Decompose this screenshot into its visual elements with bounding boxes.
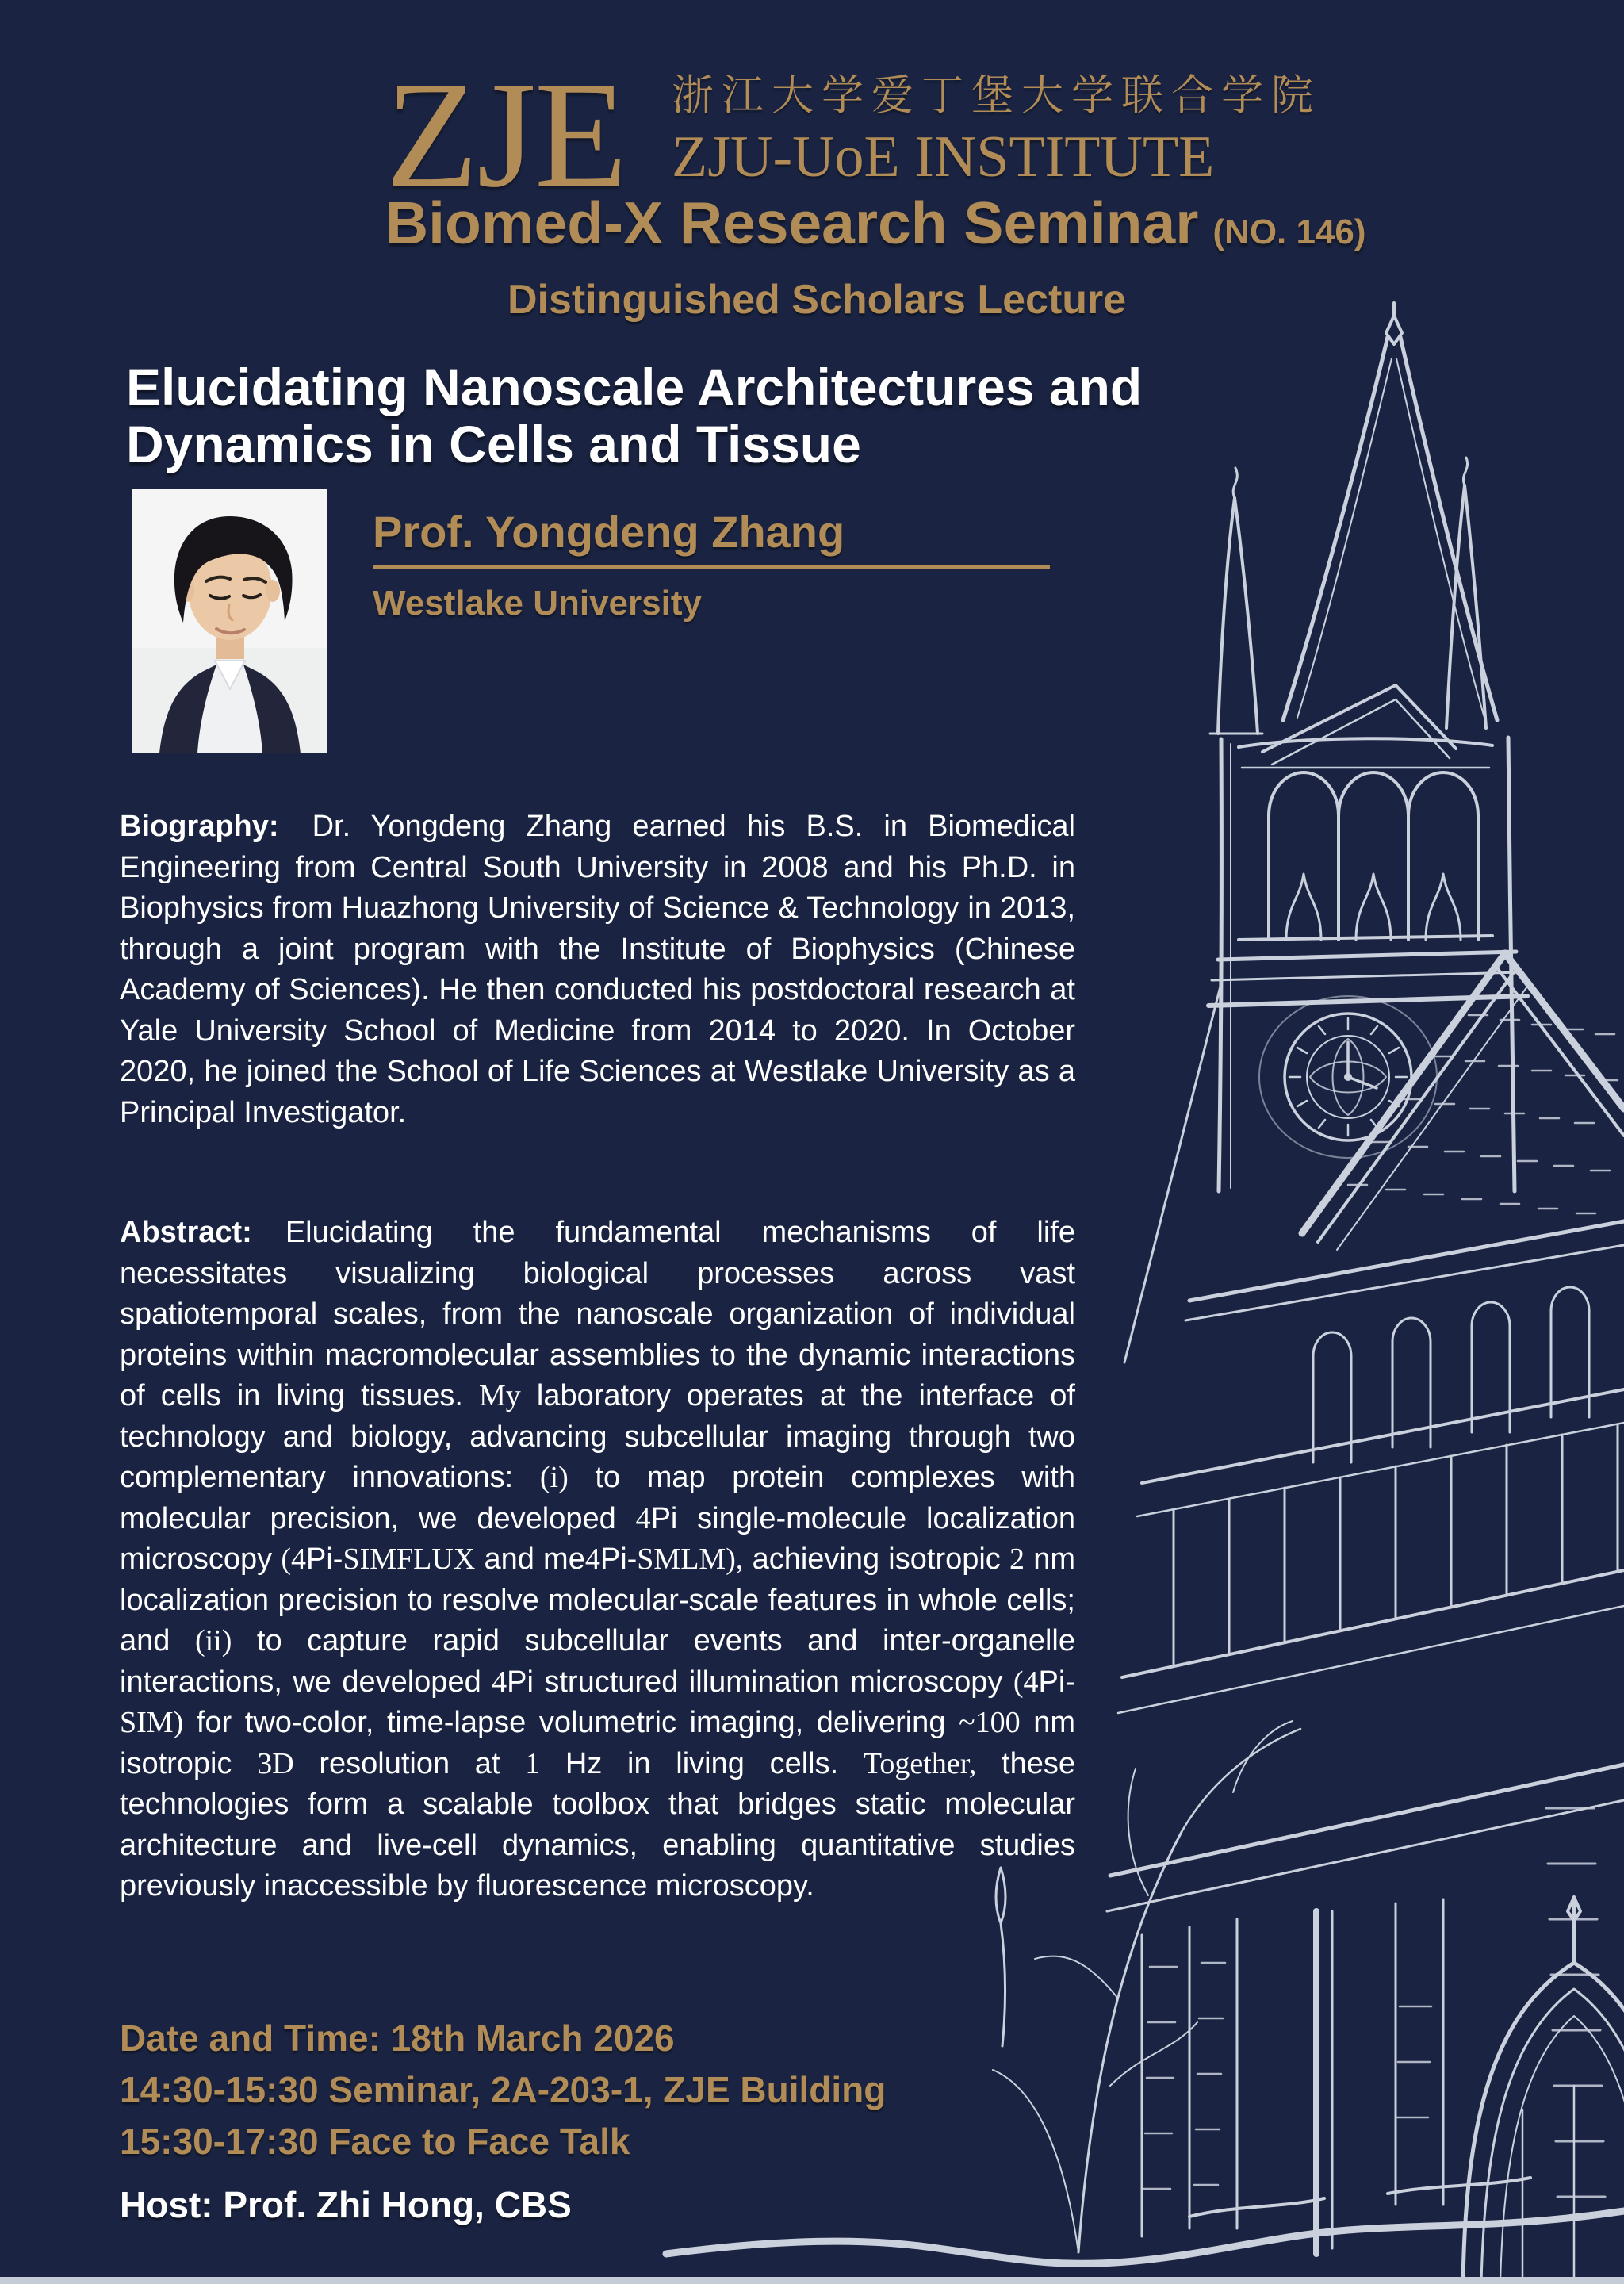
bottom-edge-strip [0, 2277, 1624, 2284]
biography-label: Biography: [120, 810, 279, 843]
event-schedule [120, 2013, 886, 2167]
seminar-number-badge: (NO. 146) [1212, 213, 1366, 251]
speaker-name: Prof. Yongdeng Zhang [373, 507, 845, 557]
institute-name-chinese: 浙江大学爱丁堡大学联合学院 [672, 73, 1321, 119]
abstract-paragraph [120, 1213, 1075, 1907]
event-date-line: Date and Time: 18th March 2026 [120, 2018, 675, 2059]
talk-title-line1: Elucidating Nanoscale Architectures and [126, 358, 1143, 416]
zje-logo: ZJE [385, 50, 626, 219]
speaker-portrait-illustration [132, 489, 327, 753]
biography-paragraph [120, 807, 1075, 1133]
abstract-text: Elucidating the fundamental mechanisms of life necessitates visualizing biological processes across vast spatiotemporal scales, from the nanoscale organization of individual proteins within macromolecular assemblies to the dynamic interactions of cells in living tissues. My laboratory operates at the interface of technology and biology, advancing subcellular imaging through two complementary innovations: (i) to map protein complexes with molecular precision, we developed 4Pi single-molecule localization microscopy (4Pi-SIMFLUX and me4Pi-SMLM), achieving isotropic 2 nm localization precision to resolve molecular-scale features in whole cells; and (ii) to capture rapid subcellular events and inter-organelle interactions, we developed 4Pi structured illumination microscopy (4Pi-SIM) for two-color, time-lapse volumetric imaging, delivering ~100 nm isotropic 3D resolution at 1 Hz in living cells. Together, these technologies form a scalable toolbox that bridges static molecular architecture and live-cell dynamics, enabling quantitative studies previously inaccessible by fluorescence microscopy. [120, 1216, 1076, 1903]
seminar-series-row [385, 190, 1366, 256]
abstract-label: Abstract: [120, 1216, 252, 1249]
speaker-photo [132, 489, 327, 753]
seminar-series-title: Biomed-X Research Seminar [385, 190, 1199, 256]
institute-name-english: ZJU-UoE INSTITUTE [672, 125, 1215, 190]
lecture-type-subtitle: Distinguished Scholars Lecture [508, 277, 1127, 323]
gold-divider-rule [373, 565, 1050, 569]
talk-title-line2: Dynamics in Cells and Tissue [126, 415, 861, 473]
host-line: Host: Prof. Zhi Hong, CBS [120, 2184, 572, 2225]
biography-text: Dr. Yongdeng Zhang earned his B.S. in Biomedical Engineering from Central South University in 2008 and his Ph.D. in Biophysics from Huazhong University of Science & Technology in 2013, through a joint program with the Institute of Biophysics (Chinese Academy of Sciences). He then conducted his postdoctoral research at Yale University School of Medicine from 2014 to 2020. In October 2020, he joined the School of Life Sciences at Westlake University as a Principal Investigator. [120, 810, 1075, 1129]
speaker-affiliation: Westlake University [373, 584, 702, 623]
event-seminar-line: 14:30-15:30 Seminar, 2A-203-1, ZJE Building [120, 2069, 887, 2110]
event-talk-line: 15:30-17:30 Face to Face Talk [120, 2121, 630, 2162]
talk-title [126, 358, 1142, 473]
